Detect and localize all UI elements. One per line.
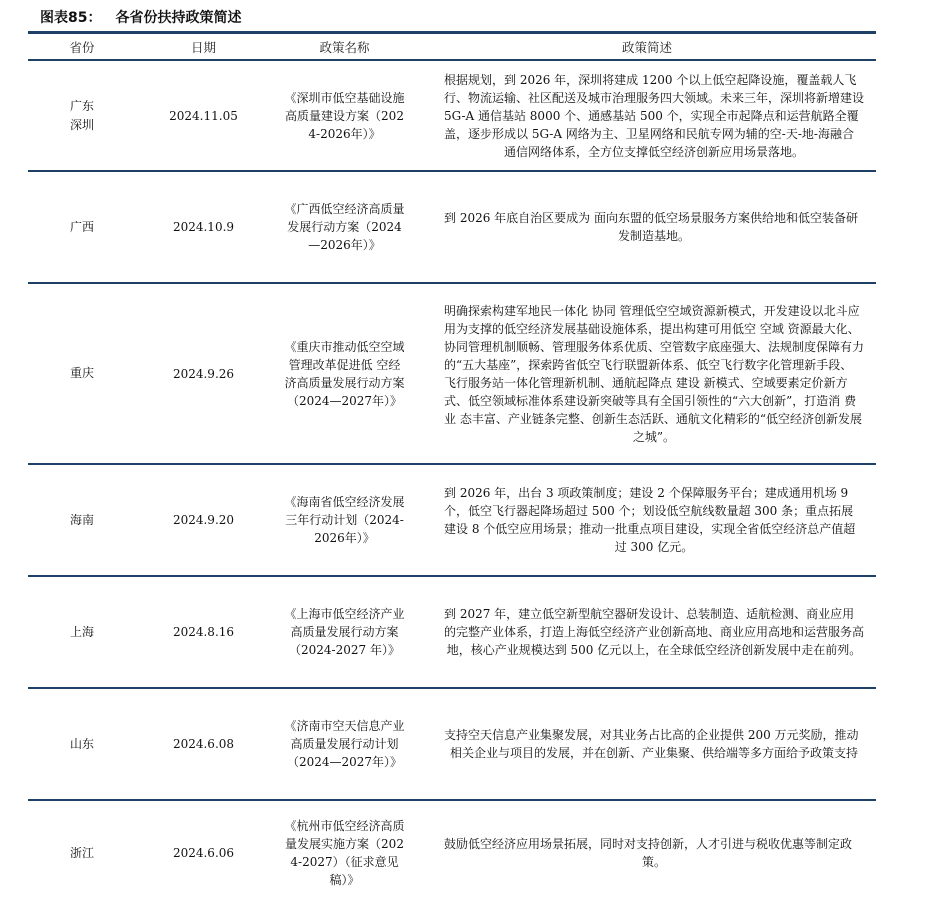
date-cell: 2024.9.20 <box>136 464 271 576</box>
table-row <box>28 171 876 283</box>
policy-summary-cell <box>418 283 876 464</box>
policy-summary-text: 到 2026 年，出台 3 项政策制度；建设 2 个保障服务平台；建成通用机场 9 个，低空飞行器起降场超过 500 个；划设低空航线数量超 300 条；重点拓展建设 8 个低空应用场景；推动一批重点项目建设，实现全省低空经济总产值超过 300 亿元。 <box>444 486 856 554</box>
table-row <box>28 60 876 171</box>
table-row <box>28 576 876 688</box>
date-cell: 2024.8.16 <box>136 576 271 688</box>
policy-summary-text: 支持空天信息产业集聚发展，对其业务占比高的企业提供 200 万元奖励，推动相关企业与项目的发展，并在创新、产业集聚、供给端等多方面给予政策支持 <box>444 728 859 760</box>
policy-summary-cell <box>418 688 876 800</box>
policy-name-text: 《广西低空经济高质量发展行动方案（2024—2026年）》 <box>284 202 405 252</box>
date-cell: 2024.6.08 <box>136 688 271 800</box>
policy-summary-text: 到 2027 年，建立低空新型航空器研发设计、总装制造、适航检测、商业应用的完整产业体系，打造上海低空经济产业创新高地、商业应用高地和运营服务高地，核心产业规模达到 500 亿元以上，在全球低空经济创新发展中走在前列。 <box>444 607 865 657</box>
policy-name-cell <box>271 60 418 171</box>
province-text: 重庆 <box>69 366 94 380</box>
policy-summary-cell <box>418 464 876 576</box>
policy-name-text: 《海南省低空经济发展三年行动计划（2024-2026年）》 <box>284 495 405 545</box>
policy-name-cell <box>271 800 418 905</box>
table-row <box>28 283 876 464</box>
policy-name-cell <box>271 171 418 283</box>
header-policy-name: 政策名称 <box>271 33 418 61</box>
header-province: 省份 <box>28 33 136 61</box>
policy-name-cell <box>271 283 418 464</box>
policy-summary-cell <box>418 60 876 171</box>
policy-summary-text: 鼓励低空经济应用场景拓展，同时对支持创新，人才引进与税收优惠等制定政策。 <box>444 837 853 869</box>
province-cell <box>28 800 136 905</box>
policy-name-text: 《重庆市推动低空空域管理改革促进低 空经济高质量发展行动方案（2024—2027年）》 <box>284 339 405 408</box>
policy-summary-text: 明确探索构建军地民一体化 协同 管理低空空域资源新模式，开发建设以北斗应用为支撑的低空经济发展基础设施体系，提出构建可用低空 空域 资源最大化、协同管理机制顺畅、管理服务体系优质、空管数字底座强大、法规制度保障有力的“五大基座”，探索跨省低空飞行联盟新体系、低空飞行数字化管理新手段、飞行服务站一体化管理新机制、通航起降点 建设 新模式、空域要素定价新方式、低空领域标准体系建设新突破等具有全国引领性的“六大创新”，打造消 费业 态丰富、产业链条完整、创新生态活跃、通航文化精彩的“低空经济创新发展之城”。 <box>444 303 865 444</box>
policy-name-text: 《上海市低空经济产业高质量发展行动方案（2024-2027 年）》 <box>284 607 405 657</box>
policy-name-text: 《杭州市低空经济高质量发展实施方案（2024-2027）（征求意见稿）》 <box>284 819 405 887</box>
header-policy-summary: 政策简述 <box>418 33 876 61</box>
table-row <box>28 800 876 905</box>
province-cell <box>28 688 136 800</box>
date-cell: 2024.10.9 <box>136 171 271 283</box>
province-text: 广西 <box>69 219 94 234</box>
date-cell: 2024.6.06 <box>172 846 235 860</box>
figure-label: 图表85： <box>40 10 102 26</box>
date-cell: 2024.9.26 <box>136 283 271 464</box>
policy-name-cell <box>271 464 418 576</box>
date-cell: 2024.11.05 <box>136 60 271 171</box>
policy-summary-cell <box>418 800 876 905</box>
policy-name-text: 《深圳市低空基础设施高质量建设方案（2024-2026年）》 <box>284 90 405 141</box>
province-cell <box>28 576 136 688</box>
table-row <box>28 464 876 576</box>
province-text: 山东 <box>69 736 94 751</box>
policy-summary-text: 根据规划，到 2026 年，深圳将建成 1200 个以上低空起降设施，覆盖载人飞行、物流运输、社区配送及城市治理服务四大领域。未来三年，深圳将新增建设 5G-A 通信基站 8000 个、通感基站 500 个，实现全市起降点和运营航路全覆盖，逐步形成以 5G-A 网络为主、卫星网络和民航专网为辅的空-天-地-海融合通信网络体系，全方位支撑低空经济创新应用场景落地。 <box>444 72 865 159</box>
header-date: 日期 <box>136 33 271 61</box>
province-text: 浙江 <box>69 845 94 860</box>
table-header-row <box>28 33 876 61</box>
province-cell <box>28 60 136 171</box>
province-text: 上海 <box>69 624 94 639</box>
policy-name-cell <box>271 688 418 800</box>
province-text: 海南 <box>69 512 94 527</box>
figure-title-text: 各省份扶持政策简述 <box>115 10 242 26</box>
province-cell <box>28 283 136 464</box>
table-row <box>28 688 876 800</box>
province-text: 广东 深圳 <box>69 98 94 132</box>
policy-name-cell <box>271 576 418 688</box>
province-cell <box>28 464 136 576</box>
province-cell <box>28 171 136 283</box>
figure-title <box>40 6 241 30</box>
policy-table <box>28 31 876 905</box>
policy-summary-text: 到 2026 年底自治区要成为 面向东盟的低空场景服务方案供给地和低空装备研发制造基地。 <box>444 211 858 243</box>
policy-name-text: 《济南市空天信息产业高质量发展行动计划（2024—2027年）》 <box>284 719 405 769</box>
policy-summary-cell <box>418 576 876 688</box>
policy-summary-cell <box>418 171 876 283</box>
